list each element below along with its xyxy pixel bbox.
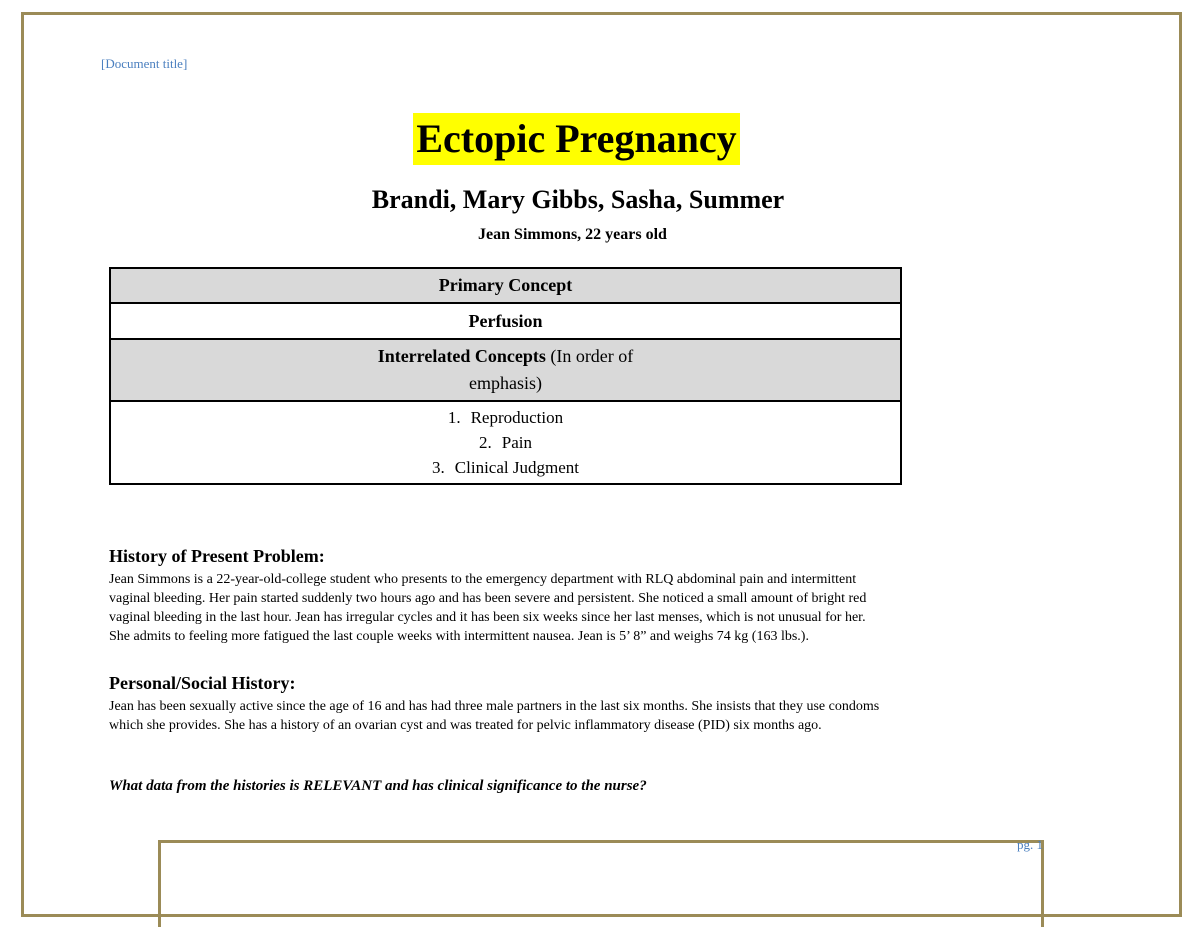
personal-social-line: Jean has been sexually active since the age of 16 and has had three male partners in the last six months. She insists that they use condoms (109, 699, 880, 714)
personal-social-line: which she provides. She has a history of an ovarian cyst and was treated for pelvic inflammatory disease (PID) six months ago. (109, 718, 822, 733)
history-present-body (109, 570, 1039, 646)
list-item (111, 430, 900, 455)
main-title-wrap (0, 113, 1153, 165)
interrelated-concepts-list (110, 401, 901, 484)
document-title-placeholder[interactable]: [Document title] (101, 56, 188, 71)
history-present-line: vaginal bleeding in the last hour. Jean has irregular cycles and it has been six weeks since her last menses, which is not unusual for her. (109, 610, 866, 625)
history-present-line: Jean Simmons is a 22-year-old-college student who presents to the emergency department with RLQ abdominal pain and intermittent (109, 572, 857, 587)
primary-concept-value: Perfusion (110, 303, 901, 339)
page-number: pg. 1 (1017, 837, 1043, 852)
interrelated-concepts-header (110, 339, 901, 401)
list-item (111, 455, 900, 480)
authors-line: Brandi, Mary Gibbs, Sasha, Summer (371, 185, 785, 214)
list-item-text: Reproduction (470, 408, 564, 427)
list-item-text: Clinical Judgment (454, 458, 579, 477)
main-title: Ectopic Pregnancy (413, 113, 739, 165)
relevant-data-question: What data from the histories is RELEVANT and has clinical significance to the nurse? (109, 778, 647, 794)
history-present-heading: History of Present Problem: (109, 546, 325, 566)
concepts-table (109, 267, 902, 485)
list-item-text: Pain (501, 433, 532, 452)
patient-line: Jean Simmons, 22 years old (478, 226, 667, 243)
interrelated-note-line1: (In order of (550, 346, 634, 366)
list-item (111, 405, 900, 430)
history-present-line: vaginal bleeding. Her pain started suddenly two hours ago and has been severe and persistent. She noticed a small amount of bright red (109, 591, 867, 606)
interrelated-label: Interrelated Concepts (377, 346, 546, 366)
personal-social-heading: Personal/Social History: (109, 673, 296, 693)
list-item-number: 1. (447, 408, 461, 427)
list-item-number: 2. (479, 433, 492, 452)
primary-concept-header: Primary Concept (110, 268, 901, 303)
interrelated-note-line2: emphasis) (469, 373, 542, 393)
footer-box (158, 840, 1044, 927)
history-present-line: She admits to feeling more fatigued the last couple weeks with intermittent nausea. Jean is 5’ 8” and weighs 74 kg (163 lbs.). (109, 629, 809, 644)
list-item-number: 3. (432, 458, 445, 477)
personal-social-body (109, 697, 1039, 735)
